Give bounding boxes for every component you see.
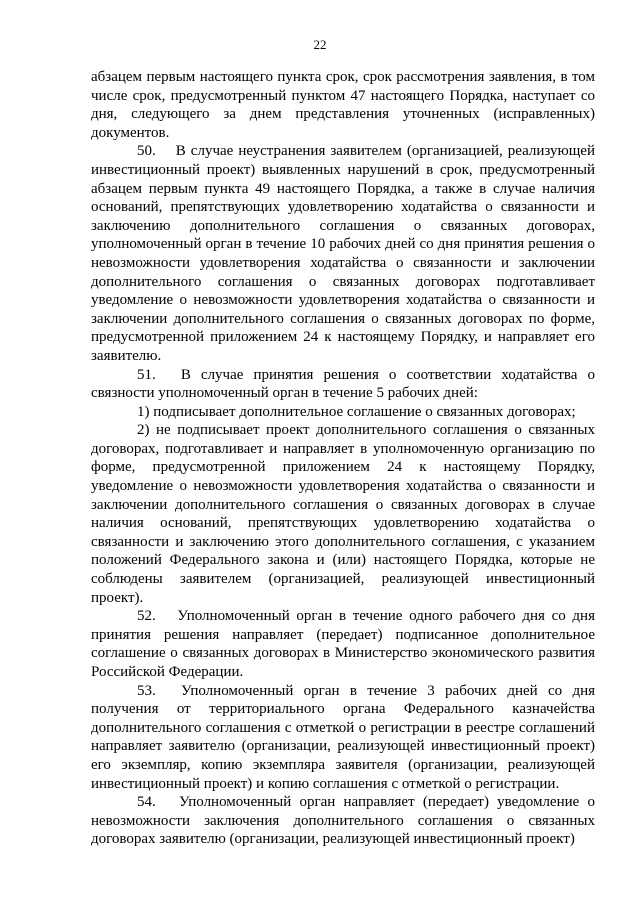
page-number: 22 [313, 37, 327, 52]
paragraph-subitem-1: 1) подписывает дополнительное соглашение о связанных договорах; [137, 403, 576, 420]
paragraph-continuation: абзацем первым настоящего пункта срок, срок рассмотрения заявления, в том числе срок, предусмотренный пунктом 47 настоящего Порядка, наступает со дня, следующего за днем представления уточненных (исправленных) документов. [91, 69, 595, 141]
paragraph-item-50: 50. В случае неустранения заявителем (организацией, реализующей инвестиционный проект) выявленных нарушений в срок, предусмотренный абзацем первым пункта 49 настоящего Порядка, а также в случае наличия оснований, препятствующих удовлетворению ходатайства о связанности и заключению дополнительного соглашения о связанных договорах, уполномоченный орган в течение 10 рабочих дней со дня принятия решения о невозможности удовлетворения ходатайства о связанности и заключении дополнительного соглашения о связанных договорах подготавливает уведомление о невозможности удовлетворения ходатайства о связанности и заключении дополнительного соглашения о связанных договорах по форме, предусмотренной приложением 24 к настоящему Порядку, и направляет его заявителю. [91, 143, 595, 364]
paragraph-item-54: 54. Уполномоченный орган направляет (передает) уведомление о невозможности заключения дополнительного соглашения о связанных договорах заявителю (организации, реализующей инвестиционный проект) [91, 794, 595, 848]
paragraph-item-53: 53. Уполномоченный орган в течение 3 рабочих дней со дня получения от территориального органа Федерального казначейства дополнительного соглашения с отметкой о регистрации в реестре соглашений направляет заявителю (организации, реализующей инвестиционный проект) его экземпляр, копию экземпляра заявителя (организации, реализующей инвестиционный проект) и копию соглашения с отметкой о регистрации. [91, 682, 595, 792]
paragraph-subitem-2: 2) не подписывает проект дополнительного соглашения о связанных договорах, подготавливает и направляет в уполномоченную организацию по форме, предусмотренной приложением 24 к настоящему Порядку, уведомление о невозможности удовлетворения ходатайства о связанности и заключении дополнительного соглашения о связанных договорах в случае наличия оснований, препятствующих удовлетворению ходатайства о связанности и заключению этого дополнительного соглашения, с указанием положений Федерального закона и (или) настоящего Порядка, которые не соблюдены заявителем (организацией, реализующей инвестиционный проект). [91, 422, 595, 606]
paragraph-item-52: 52. Уполномоченный орган в течение одного рабочего дня со дня принятия решения направляет (передает) подписанное дополнительное соглашение о связанных договорах в Министерство экономического развития Российской Федерации. [91, 608, 595, 680]
paragraph-item-51: 51. В случае принятия решения о соответствии ходатайства о связности уполномоченный орган в течение 5 рабочих дней: [91, 366, 595, 402]
document-body [91, 68, 595, 849]
